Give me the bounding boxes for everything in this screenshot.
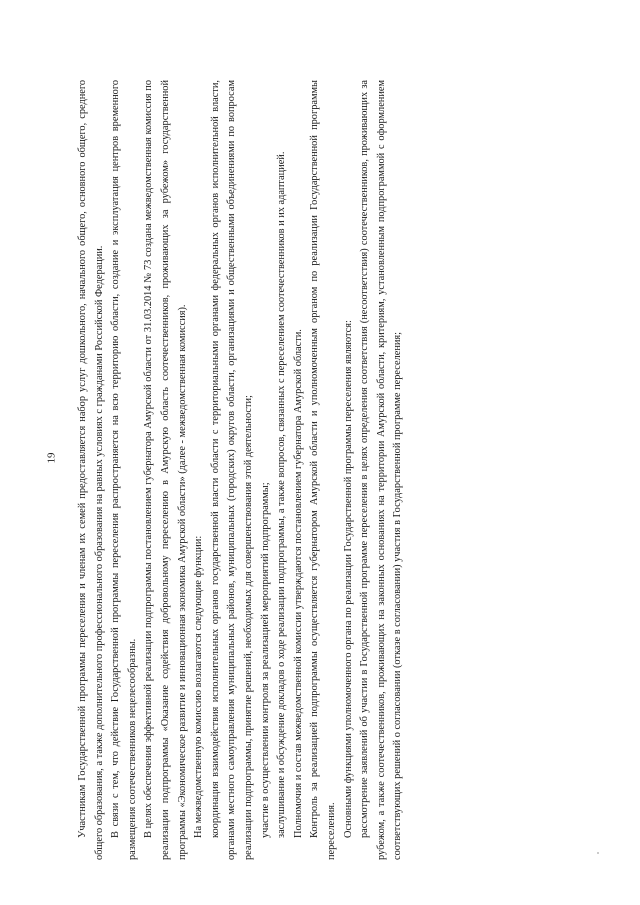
paragraph: Участникам Государственной программы переселения и членам их семей предоставляется набор услуг дошкольного, начального общего, основного общего, среднего общего образования, а также дополнительного профессионального образования на равных условиях с гражданами Российской Федерации. (77, 80, 105, 860)
paragraph: В связи с тем, что действие Государственной программы переселения распространяется на всю территорию области, создание и эксплуатация центров временного размещения соотечественников нецелесообразны. (110, 80, 138, 860)
paragraph: На межведомственную комиссию возлагаются следующие функции: (193, 535, 205, 838)
paragraph: В целях обеспечения эффективной реализации подпрограммы постановлением губернатора Амурской области от 31.03.2014 № 73 создана межведомственная комиссия по реализации подпрограммы «Оказание содействия добровольному переселению в Амурскую область соотечественников, проживающих за рубежом» государственной программы «Экономическое развитие и инновационная экономика Амурской области» (далее - межведомственная комиссия). (143, 80, 188, 860)
paragraph: участие в осуществлении контроля за реализацией мероприятий подпрограммы; (259, 482, 271, 838)
paragraph: Контроль за реализацией подпрограммы осуществляется губернатором Амурской области и уполномоченным органом по реализации Государственной программы переселения. (309, 80, 337, 860)
paragraph: Полномочия и состав межведомственной комиссии утверждаются постановлением губернатора Амурской области. (292, 329, 304, 838)
page-number: 19 (45, 452, 58, 464)
paragraph: Основными функциями уполномоченного органа по реализации Государственной программы переселения являются: (342, 320, 354, 838)
paragraph: рассмотрение заявлений об участии в Государственной программе переселения в целях определения соответствия (несоответствия) соотечественников, проживающих за рубежом, а также соотечественников, проживающих на законных основаниях на территории Амурской области, критериям, установленным подпрограммой с оформлением соответствующих решений о согласовании (отказе в согласовании) участия в Государственной программе переселения; (359, 80, 404, 860)
scan-speck (597, 852, 599, 854)
rotated-text-block (75, 80, 535, 860)
paragraph: координация взаимодействия исполнительных органов государственной власти области с территориальными органами федеральных органов исполнительной власти, органами местного самоуправления муниципальных районов, муниципальных (городских) округов области, организациями и общественными объединениями по вопросам реализации подпрограммы, принятие решений, необходимых для совершенствования этой деятельности; (209, 80, 254, 860)
paragraph: заслушивание и обсуждение докладов о ходе реализации подпрограммы, а также вопросов, связанных с переселением соотечественников и их адаптацией. (276, 151, 288, 838)
